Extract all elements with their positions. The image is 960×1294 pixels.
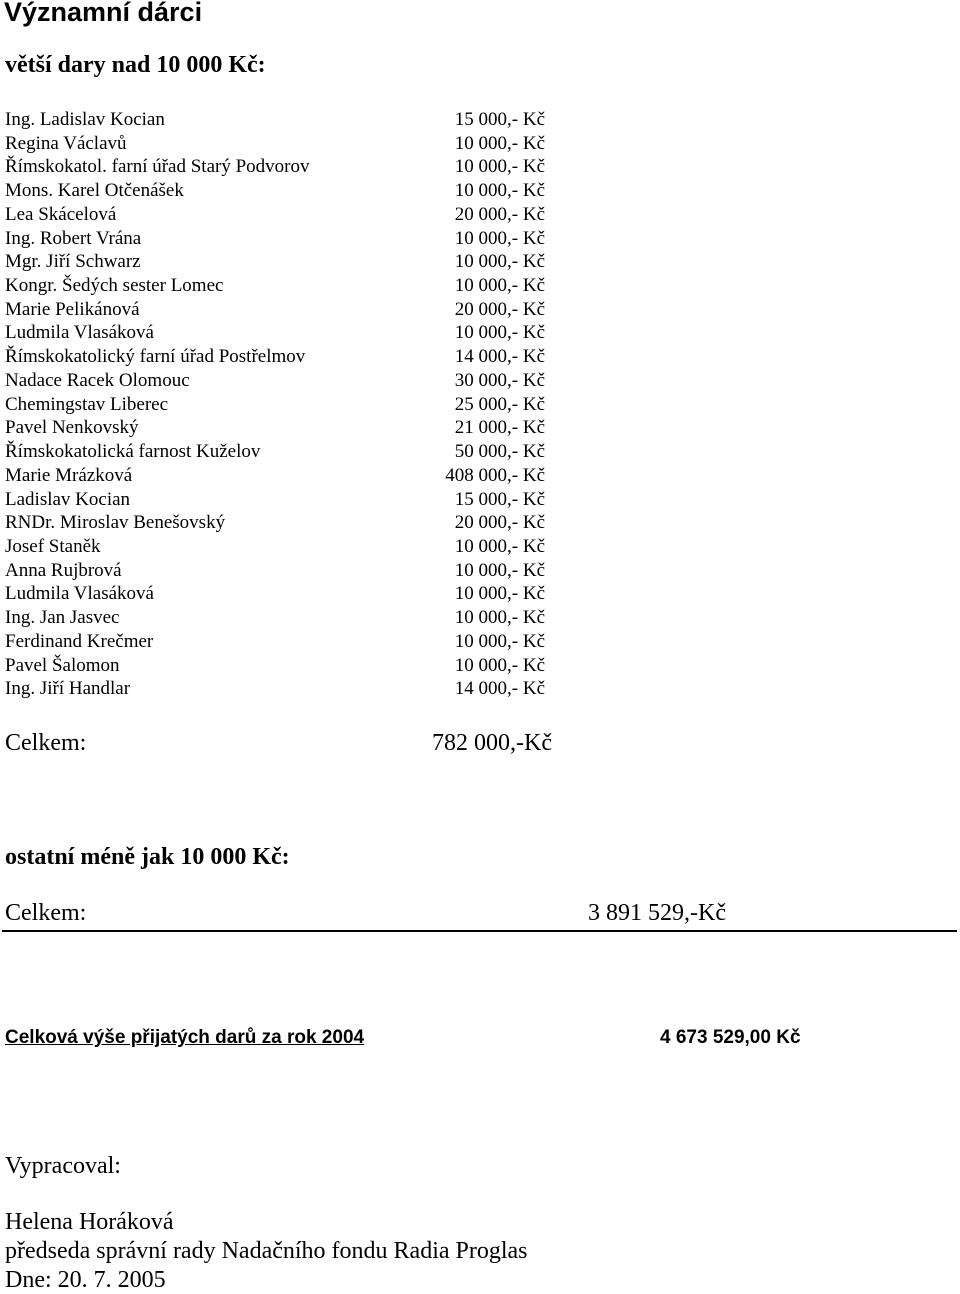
prepared-by-label: Vypracoval: [5, 1153, 121, 1179]
donor-amount: 10 000,- Kč [454, 322, 545, 344]
donor-row [5, 369, 565, 393]
donor-name: Římskokatolický farní úřad Postřelmov [5, 346, 306, 368]
grand-total-value: 4 673 529,00 Kč [660, 1027, 801, 1048]
donor-name: Ing. Robert Vrána [5, 227, 142, 249]
donor-amount: 10 000,- Kč [454, 559, 545, 581]
donor-row [5, 464, 565, 488]
donor-amount: 408 000,- Kč [445, 464, 545, 486]
donor-amount: 10 000,- Kč [454, 275, 545, 297]
donor-amount: 10 000,- Kč [454, 630, 545, 652]
donor-name: Marie Pelikánová [5, 298, 140, 320]
donor-name: Kongr. Šedých sester Lomec [5, 275, 224, 297]
donor-row [5, 535, 565, 559]
donor-row [5, 582, 565, 606]
donor-row [5, 559, 565, 583]
donor-amount: 20 000,- Kč [454, 298, 545, 320]
donor-amount: 10 000,- Kč [454, 227, 545, 249]
donor-row [5, 203, 565, 227]
donor-name: Josef Staněk [5, 535, 101, 557]
section-heading-large-donations: větší dary nad 10 000 Kč: [5, 52, 266, 78]
donor-row [5, 677, 565, 701]
large-donations-total-value: 782 000,-Kč [432, 730, 552, 756]
small-donations-total-label: Celkem: [5, 900, 87, 926]
donor-row [5, 274, 565, 298]
donor-row [5, 416, 565, 440]
signatory-name: Helena Horáková [5, 1209, 174, 1235]
donor-amount: 21 000,- Kč [454, 417, 545, 439]
donor-amount: 14 000,- Kč [454, 678, 545, 700]
donor-amount: 10 000,- Kč [454, 654, 545, 676]
donor-row [5, 630, 565, 654]
donor-row [5, 321, 565, 345]
donor-amount: 10 000,- Kč [454, 180, 545, 202]
page-title: Významní dárci [4, 0, 203, 27]
donor-row [5, 488, 565, 512]
donor-name: RNDr. Miroslav Benešovský [5, 512, 226, 534]
donor-amount: 50 000,- Kč [454, 441, 545, 463]
donor-name: Mgr. Jiří Schwarz [5, 251, 141, 273]
donor-name: Marie Mrázková [5, 464, 133, 486]
section-heading-small-donations: ostatní méně jak 10 000 Kč: [5, 844, 290, 870]
donor-amount: 20 000,- Kč [454, 203, 545, 225]
donor-amount: 14 000,- Kč [454, 346, 545, 368]
donor-row [5, 155, 565, 179]
grand-total-label: Celková výše přijatých darů za rok 2004 [5, 1027, 365, 1048]
donor-row [5, 179, 565, 203]
donor-name: Ing. Ladislav Kocian [5, 109, 165, 130]
donor-name: Lea Skácelová [5, 203, 117, 225]
document-date: Dne: 20. 7. 2005 [5, 1267, 166, 1293]
donor-amount: 10 000,- Kč [454, 132, 545, 154]
donor-name: Římskokatolická farnost Kuželov [5, 441, 261, 463]
donor-list [5, 108, 565, 701]
signatory-role: předseda správní rady Nadačního fondu Radia Proglas [5, 1238, 528, 1264]
donor-name: Mons. Karel Otčenášek [5, 180, 184, 202]
donor-amount: 20 000,- Kč [454, 512, 545, 534]
donor-name: Ferdinand Krečmer [5, 630, 154, 652]
donor-amount: 30 000,- Kč [454, 369, 545, 391]
donor-amount: 10 000,- Kč [454, 583, 545, 605]
donor-name: Ing. Jiří Handlar [5, 678, 131, 700]
donor-amount: 25 000,- Kč [454, 393, 545, 415]
donor-amount: 10 000,- Kč [454, 251, 545, 273]
small-donations-total-value: 3 891 529,-Kč [588, 900, 726, 926]
donor-row [5, 108, 565, 132]
donor-amount: 15 000,- Kč [454, 109, 545, 130]
donor-name: Ing. Jan Jasvec [5, 607, 120, 629]
donor-amount: 10 000,- Kč [454, 156, 545, 178]
donor-row [5, 227, 565, 251]
donor-row [5, 132, 565, 156]
donor-row [5, 298, 565, 322]
divider-line [2, 930, 957, 932]
donor-name: Pavel Nenkovský [5, 417, 139, 439]
donor-name: Pavel Šalomon [5, 654, 120, 676]
donor-name: Ludmila Vlasáková [5, 322, 154, 344]
donor-row [5, 654, 565, 678]
donor-row [5, 440, 565, 464]
donor-amount: 15 000,- Kč [454, 488, 545, 510]
donor-row [5, 393, 565, 417]
donor-name: Ladislav Kocian [5, 488, 131, 510]
donor-row [5, 511, 565, 535]
donor-row [5, 345, 565, 369]
donor-row [5, 606, 565, 630]
donor-name: Římskokatol. farní úřad Starý Podvorov [5, 156, 310, 178]
donor-name: Anna Rujbrová [5, 559, 122, 581]
donor-name: Regina Václavů [5, 132, 127, 154]
donor-amount: 10 000,- Kč [454, 535, 545, 557]
donor-name: Ludmila Vlasáková [5, 583, 154, 605]
donor-row [5, 250, 565, 274]
donor-amount: 10 000,- Kč [454, 607, 545, 629]
large-donations-total-label: Celkem: [5, 730, 87, 756]
donor-name: Chemingstav Liberec [5, 393, 169, 415]
donor-name: Nadace Racek Olomouc [5, 369, 190, 391]
